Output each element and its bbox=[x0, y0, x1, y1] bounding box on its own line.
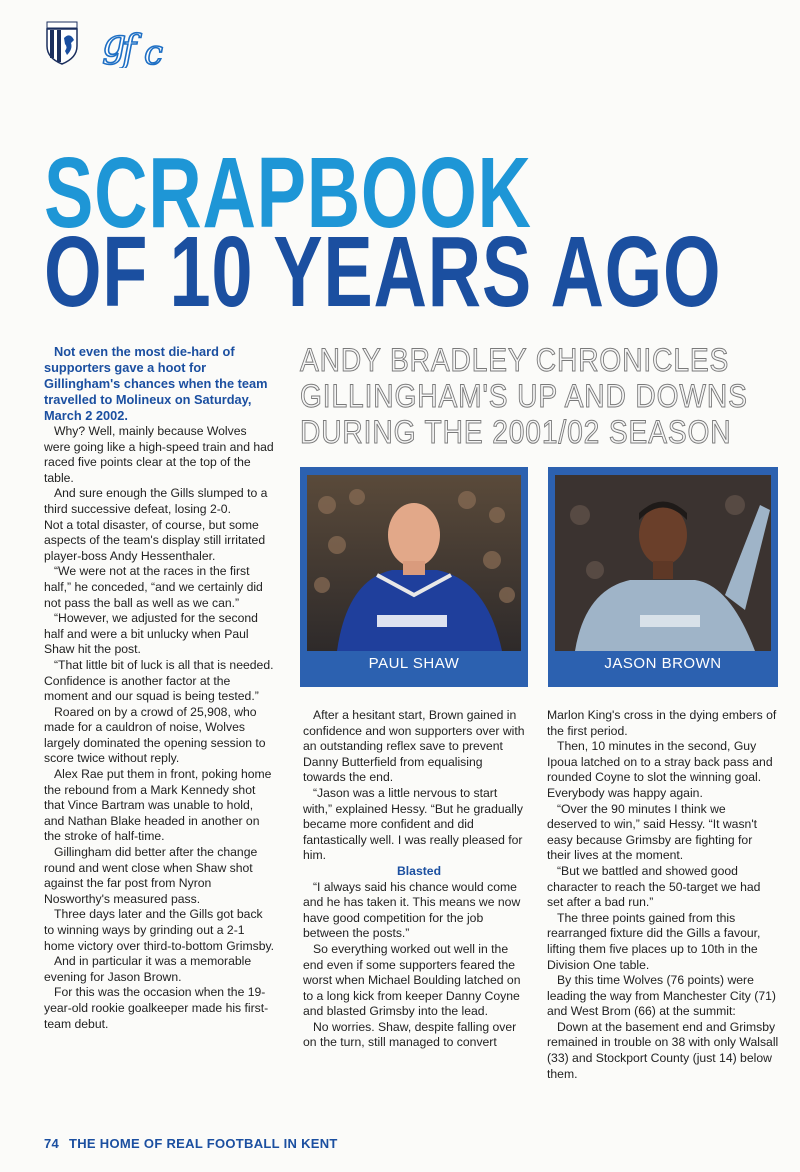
photo-paul-shaw bbox=[300, 467, 528, 687]
body-paragraph: “Jason was a little nervous to start with,” explained Hessy. “But he gradually became more confident and did fantastically well. I was really pleased for him. bbox=[303, 785, 523, 863]
svg-text:g: g bbox=[102, 21, 127, 65]
headline-line-2: OF 10 YEARS AGO bbox=[44, 216, 722, 328]
body-paragraph: Roared on by a crowd of 25,908, who made for a cauldron of noise, Wolves largely dominated the opening session to score twice without reply. bbox=[44, 704, 266, 766]
body-paragraph: Three days later and the Gills got back to winning ways by grinding out a 2-1 home victory over third-to-bottom Grimsby. bbox=[44, 907, 275, 953]
article-column-1 bbox=[44, 344, 276, 1032]
article-column-2 bbox=[303, 708, 525, 1051]
body-paragraph: “That little bit of luck is all that is needed. Confidence is another factor at the moment and our squad is being tested.” bbox=[44, 657, 274, 704]
subheading bbox=[300, 342, 780, 450]
body-paragraph: Why? Well, mainly because Wolves were going like a high-speed train and had raced five points clear at the top of the table. bbox=[44, 424, 274, 485]
body-paragraph: The three points gained from this rearranged fixture did the Gills a favour, lifting them five places up to 10th in the Division One table. bbox=[547, 910, 761, 972]
body-paragraph: For this was the occasion when the 19-year-old rookie goalkeeper made his first-team debut. bbox=[44, 985, 269, 1031]
subheading-line: ANDY BRADLEY CHRONICLES bbox=[300, 342, 730, 378]
photo-caption: PAUL SHAW bbox=[368, 655, 460, 672]
body-paragraph: And in particular it was a memorable evening for Jason Brown. bbox=[44, 954, 252, 984]
gfc-monogram-logo bbox=[100, 18, 182, 68]
article-column-3 bbox=[547, 708, 779, 1082]
body-paragraph: And sure enough the Gills slumped to a third successive defeat, losing 2-0. bbox=[44, 486, 268, 516]
section-subheading: Blasted bbox=[396, 863, 442, 878]
subheading-line: GILLINGHAM'S UP AND DOWNS bbox=[300, 378, 748, 414]
page-footer bbox=[44, 1136, 338, 1151]
body-paragraph: Down at the basement end and Grimsby remained in trouble on 38 with only Walsall (33) and Stockport County (just 14) below them. bbox=[547, 1019, 779, 1081]
page-number: 74 bbox=[44, 1136, 60, 1151]
body-paragraph: Then, 10 minutes in the second, Guy Ipoua latched on to a stray back pass and rounded Coyne to slot the winning goal. Everybody was happy again. bbox=[547, 739, 773, 800]
body-paragraph: Not a total disaster, of course, but some aspects of the team's display still irritated player-boss Andy Hessenthaler. bbox=[44, 517, 266, 563]
body-paragraph: Gillingham did better after the change round and went close when Shaw shot against the far post from Nyron Nosworthy's measured pass. bbox=[44, 845, 258, 906]
photo-jason-brown bbox=[548, 467, 778, 687]
body-paragraph: “I always said his chance would come and he has taken it. This means we now have good competition for the job between the posts.” bbox=[303, 879, 521, 941]
body-paragraph: By this time Wolves (76 points) were leading the way from Manchester City (71) and West Brom (66) at the summit: bbox=[547, 973, 776, 1019]
body-paragraph: So everything worked out well in the end even if some supporters feared the worst when Michael Boulding latched on to a long kick from keeper Danny Coyne and blasted Grimsby into the lead. bbox=[303, 941, 521, 1019]
headline-line-1: SCRAPBOOK bbox=[44, 137, 532, 249]
player-photo bbox=[307, 475, 521, 651]
body-paragraph: “Over the 90 minutes I think we deserved to win,” said Hessy. “It wasn't easy because Grimsby are fighting for their lives at the moment. bbox=[547, 801, 758, 863]
body-paragraph: After a hesitant start, Brown gained in confidence and won supporters over with an outstanding reflex save to prevent Danny Butterfield from equalising towards the end. bbox=[303, 708, 525, 785]
body-paragraph: “However, we adjusted for the second half and were a bit unlucky when Paul Shaw hit the post. bbox=[44, 611, 258, 657]
photo-caption: JASON BROWN bbox=[604, 655, 722, 672]
gillingham-crest-icon bbox=[44, 20, 80, 66]
body-paragraph: Alex Rae put them in front, poking home the rebound from a Mark Kennedy shot that Vince Bartram was unable to hold, and Nathan Blake headed in another on the stroke of half-time. bbox=[44, 767, 272, 844]
body-paragraph: No worries. Shaw, despite falling over on the turn, still managed to convert bbox=[303, 1019, 517, 1050]
svg-text:c: c bbox=[144, 33, 164, 68]
subheading-line: DURING THE 2001/02 SEASON bbox=[300, 414, 732, 450]
body-paragraph: “We were not at the races in the first half,” he conceded, “and we certainly did not pass the ball as well as we can.” bbox=[44, 564, 263, 610]
svg-text:f: f bbox=[122, 27, 137, 68]
body-paragraph: Marlon King's cross in the dying embers of the first period. bbox=[547, 708, 777, 738]
footer-tagline: THE HOME OF REAL FOOTBALL IN KENT bbox=[68, 1136, 338, 1151]
intro-paragraph: Not even the most die-hard of supporters gave a hoot for Gillingham's chances when the team travelled to Molineux on Saturday, March 2 2002. bbox=[44, 344, 268, 423]
body-paragraph: “But we battled and showed good character to reach the 50-target we had set after a bad run.” bbox=[547, 863, 761, 910]
player-photo bbox=[555, 475, 771, 651]
